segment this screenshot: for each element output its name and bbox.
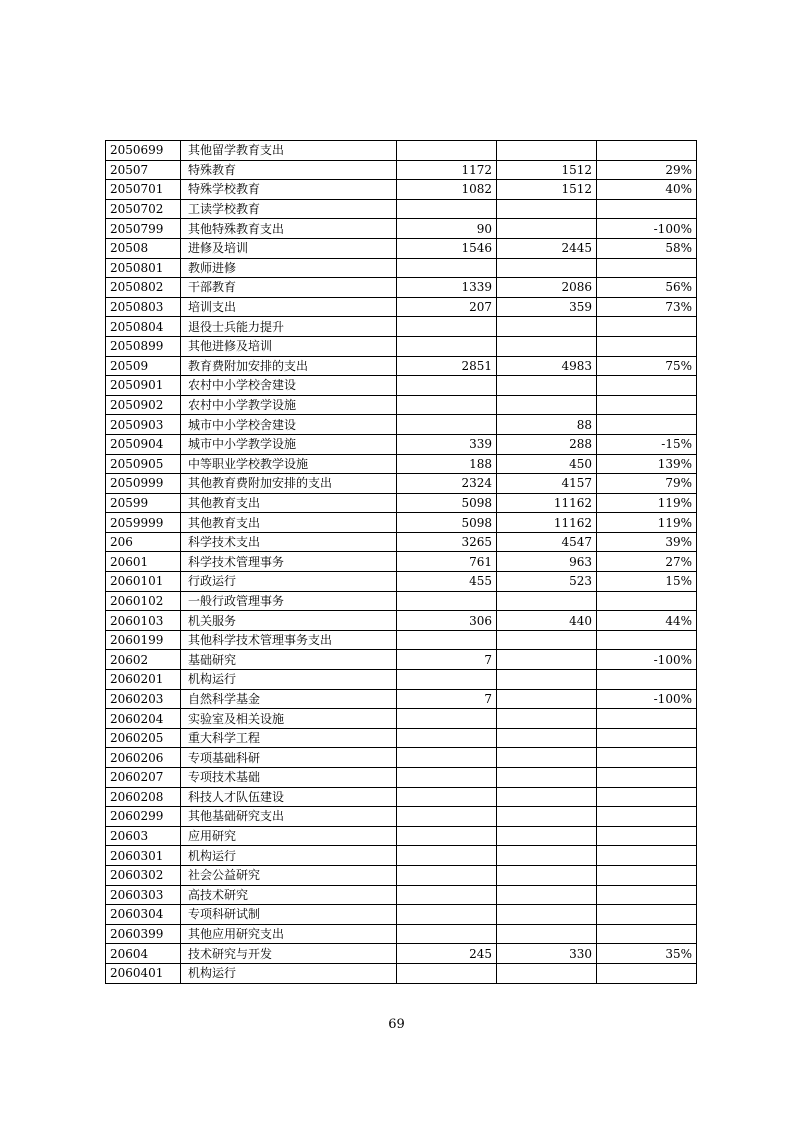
- cell-change-pct: [597, 630, 697, 650]
- cell-value-2: [497, 376, 597, 396]
- cell-value-2: [497, 846, 597, 866]
- cell-value-1: 1172: [397, 160, 497, 180]
- cell-value-2: 2445: [497, 238, 597, 258]
- cell-code: 2060299: [106, 807, 181, 827]
- cell-code: 2050802: [106, 278, 181, 298]
- cell-value-2: [497, 141, 597, 161]
- cell-change-pct: 79%: [597, 474, 697, 494]
- cell-change-pct: [597, 768, 697, 788]
- cell-value-2: [497, 317, 597, 337]
- table-row: [106, 807, 697, 827]
- cell-value-2: [497, 924, 597, 944]
- cell-code: 20602: [106, 650, 181, 670]
- cell-change-pct: [597, 807, 697, 827]
- cell-code: 2050801: [106, 258, 181, 278]
- table-row: [106, 885, 697, 905]
- cell-name: 教育费附加安排的支出: [181, 356, 397, 376]
- cell-code: 2060208: [106, 787, 181, 807]
- table-row: [106, 160, 697, 180]
- cell-change-pct: [597, 376, 697, 396]
- table-row: [106, 552, 697, 572]
- cell-change-pct: 29%: [597, 160, 697, 180]
- cell-value-1: 761: [397, 552, 497, 572]
- cell-value-1: [397, 807, 497, 827]
- cell-name: 实验室及相关设施: [181, 709, 397, 729]
- cell-change-pct: 56%: [597, 278, 697, 298]
- cell-value-2: 4157: [497, 474, 597, 494]
- table-row: [106, 493, 697, 513]
- cell-value-1: [397, 748, 497, 768]
- cell-change-pct: 75%: [597, 356, 697, 376]
- cell-code: 2050904: [106, 434, 181, 454]
- cell-value-1: 306: [397, 611, 497, 631]
- cell-name: 机构运行: [181, 963, 397, 983]
- cell-value-2: 288: [497, 434, 597, 454]
- cell-value-1: 1082: [397, 180, 497, 200]
- table-row: [106, 238, 697, 258]
- cell-code: 2060201: [106, 670, 181, 690]
- cell-value-2: 4547: [497, 532, 597, 552]
- cell-name: 教师进修: [181, 258, 397, 278]
- cell-value-1: [397, 376, 497, 396]
- table-row: [106, 474, 697, 494]
- table-row: [106, 454, 697, 474]
- table-row: [106, 356, 697, 376]
- cell-code: 2060199: [106, 630, 181, 650]
- cell-code: 2060103: [106, 611, 181, 631]
- cell-value-2: [497, 807, 597, 827]
- cell-change-pct: [597, 905, 697, 925]
- table-row: [106, 944, 697, 964]
- cell-value-2: [497, 689, 597, 709]
- cell-value-2: 88: [497, 415, 597, 435]
- cell-value-1: 455: [397, 572, 497, 592]
- cell-change-pct: [597, 141, 697, 161]
- cell-value-1: [397, 336, 497, 356]
- table-row: [106, 336, 697, 356]
- cell-value-1: 90: [397, 219, 497, 239]
- table-row: [106, 689, 697, 709]
- cell-name: 技术研究与开发: [181, 944, 397, 964]
- cell-code: 20599: [106, 493, 181, 513]
- cell-value-2: [497, 826, 597, 846]
- cell-change-pct: 40%: [597, 180, 697, 200]
- cell-change-pct: [597, 591, 697, 611]
- cell-value-2: [497, 258, 597, 278]
- cell-code: 2060207: [106, 768, 181, 788]
- cell-code: 2050803: [106, 297, 181, 317]
- cell-value-2: [497, 670, 597, 690]
- cell-value-2: [497, 905, 597, 925]
- cell-value-1: [397, 415, 497, 435]
- cell-value-2: [497, 591, 597, 611]
- cell-change-pct: [597, 787, 697, 807]
- table-row: [106, 924, 697, 944]
- cell-value-1: 5098: [397, 493, 497, 513]
- cell-value-1: [397, 630, 497, 650]
- table-row: [106, 180, 697, 200]
- cell-value-1: [397, 846, 497, 866]
- cell-value-1: [397, 728, 497, 748]
- cell-name: 工读学校教育: [181, 199, 397, 219]
- table-row: [106, 415, 697, 435]
- cell-value-1: [397, 826, 497, 846]
- cell-code: 2050903: [106, 415, 181, 435]
- cell-value-1: 7: [397, 650, 497, 670]
- cell-value-1: [397, 670, 497, 690]
- cell-value-1: [397, 924, 497, 944]
- table-row: [106, 963, 697, 983]
- cell-change-pct: [597, 748, 697, 768]
- cell-value-1: [397, 865, 497, 885]
- table-row: [106, 434, 697, 454]
- cell-name: 社会公益研究: [181, 865, 397, 885]
- cell-value-2: 963: [497, 552, 597, 572]
- cell-value-1: [397, 141, 497, 161]
- cell-code: 2060204: [106, 709, 181, 729]
- cell-change-pct: -15%: [597, 434, 697, 454]
- cell-change-pct: [597, 846, 697, 866]
- cell-code: 2060101: [106, 572, 181, 592]
- cell-change-pct: [597, 885, 697, 905]
- cell-change-pct: [597, 199, 697, 219]
- table-row: [106, 532, 697, 552]
- cell-change-pct: 15%: [597, 572, 697, 592]
- cell-name: 机构运行: [181, 670, 397, 690]
- cell-value-2: 359: [497, 297, 597, 317]
- cell-change-pct: [597, 336, 697, 356]
- cell-value-2: [497, 885, 597, 905]
- cell-code: 2060304: [106, 905, 181, 925]
- cell-name: 干部教育: [181, 278, 397, 298]
- cell-value-1: [397, 591, 497, 611]
- cell-code: 20603: [106, 826, 181, 846]
- cell-value-2: 450: [497, 454, 597, 474]
- cell-value-1: 2851: [397, 356, 497, 376]
- cell-change-pct: 27%: [597, 552, 697, 572]
- cell-value-1: [397, 885, 497, 905]
- cell-value-1: 245: [397, 944, 497, 964]
- table-row: [106, 905, 697, 925]
- cell-change-pct: [597, 963, 697, 983]
- cell-name: 应用研究: [181, 826, 397, 846]
- cell-code: 2050699: [106, 141, 181, 161]
- table-row: [106, 846, 697, 866]
- cell-value-2: [497, 650, 597, 670]
- cell-change-pct: 35%: [597, 944, 697, 964]
- cell-value-2: 330: [497, 944, 597, 964]
- cell-code: 2050799: [106, 219, 181, 239]
- cell-name: 其他教育支出: [181, 493, 397, 513]
- cell-value-1: 1339: [397, 278, 497, 298]
- table-row: [106, 748, 697, 768]
- cell-code: 20604: [106, 944, 181, 964]
- cell-name: 专项技术基础: [181, 768, 397, 788]
- cell-code: 2059999: [106, 513, 181, 533]
- cell-value-2: [497, 630, 597, 650]
- cell-name: 退役士兵能力提升: [181, 317, 397, 337]
- cell-name: 一般行政管理事务: [181, 591, 397, 611]
- cell-change-pct: -100%: [597, 219, 697, 239]
- cell-name: 科技人才队伍建设: [181, 787, 397, 807]
- cell-code: 20601: [106, 552, 181, 572]
- cell-name: 行政运行: [181, 572, 397, 592]
- table-row: [106, 199, 697, 219]
- cell-value-1: [397, 709, 497, 729]
- cell-name: 其他进修及培训: [181, 336, 397, 356]
- cell-code: 2060206: [106, 748, 181, 768]
- table-row: [106, 591, 697, 611]
- cell-code: 2050899: [106, 336, 181, 356]
- cell-value-2: [497, 865, 597, 885]
- cell-name: 其他教育费附加安排的支出: [181, 474, 397, 494]
- cell-value-2: [497, 963, 597, 983]
- cell-code: 2060102: [106, 591, 181, 611]
- table-row: [106, 670, 697, 690]
- table-row: [106, 650, 697, 670]
- cell-value-2: 11162: [497, 493, 597, 513]
- table-row: [106, 709, 697, 729]
- table-row: [106, 787, 697, 807]
- cell-code: 2050701: [106, 180, 181, 200]
- cell-value-2: [497, 199, 597, 219]
- cell-value-1: [397, 395, 497, 415]
- cell-name: 进修及培训: [181, 238, 397, 258]
- cell-value-1: 1546: [397, 238, 497, 258]
- cell-value-2: 11162: [497, 513, 597, 533]
- cell-code: 20509: [106, 356, 181, 376]
- cell-code: 2060302: [106, 865, 181, 885]
- cell-value-1: [397, 787, 497, 807]
- budget-table-body: [106, 141, 697, 984]
- cell-name: 基础研究: [181, 650, 397, 670]
- cell-change-pct: [597, 395, 697, 415]
- cell-name: 专项科研试制: [181, 905, 397, 925]
- cell-code: 2050702: [106, 199, 181, 219]
- cell-change-pct: 58%: [597, 238, 697, 258]
- cell-change-pct: [597, 826, 697, 846]
- table-row: [106, 278, 697, 298]
- cell-name: 其他应用研究支出: [181, 924, 397, 944]
- cell-value-2: [497, 728, 597, 748]
- cell-change-pct: 119%: [597, 513, 697, 533]
- cell-code: 2060399: [106, 924, 181, 944]
- cell-value-1: 3265: [397, 532, 497, 552]
- cell-value-1: 5098: [397, 513, 497, 533]
- cell-name: 其他留学教育支出: [181, 141, 397, 161]
- table-row: [106, 865, 697, 885]
- table-row: [106, 376, 697, 396]
- cell-name: 高技术研究: [181, 885, 397, 905]
- cell-name: 城市中小学教学设施: [181, 434, 397, 454]
- cell-change-pct: [597, 924, 697, 944]
- cell-value-1: 339: [397, 434, 497, 454]
- table-row: [106, 317, 697, 337]
- cell-name: 中等职业学校教学设施: [181, 454, 397, 474]
- cell-value-2: [497, 748, 597, 768]
- cell-value-1: [397, 317, 497, 337]
- cell-change-pct: 119%: [597, 493, 697, 513]
- cell-code: 20507: [106, 160, 181, 180]
- table-row: [106, 630, 697, 650]
- cell-code: 2050999: [106, 474, 181, 494]
- cell-value-2: [497, 709, 597, 729]
- table-row: [106, 728, 697, 748]
- cell-code: 206: [106, 532, 181, 552]
- cell-code: 2060301: [106, 846, 181, 866]
- cell-code: 2050905: [106, 454, 181, 474]
- cell-value-1: [397, 963, 497, 983]
- cell-change-pct: 44%: [597, 611, 697, 631]
- cell-name: 科学技术管理事务: [181, 552, 397, 572]
- cell-change-pct: -100%: [597, 689, 697, 709]
- table-row: [106, 611, 697, 631]
- cell-value-2: [497, 395, 597, 415]
- cell-value-2: 2086: [497, 278, 597, 298]
- table-row: [106, 513, 697, 533]
- table-row: [106, 768, 697, 788]
- cell-name: 其他教育支出: [181, 513, 397, 533]
- cell-name: 机关服务: [181, 611, 397, 631]
- cell-value-2: 1512: [497, 160, 597, 180]
- cell-value-2: 1512: [497, 180, 597, 200]
- cell-code: 2060205: [106, 728, 181, 748]
- cell-value-1: [397, 199, 497, 219]
- cell-name: 农村中小学校舍建设: [181, 376, 397, 396]
- cell-name: 其他基础研究支出: [181, 807, 397, 827]
- cell-value-1: [397, 905, 497, 925]
- cell-change-pct: -100%: [597, 650, 697, 670]
- cell-change-pct: [597, 317, 697, 337]
- table-row: [106, 826, 697, 846]
- cell-change-pct: [597, 415, 697, 435]
- cell-name: 其他科学技术管理事务支出: [181, 630, 397, 650]
- cell-code: 20508: [106, 238, 181, 258]
- cell-name: 科学技术支出: [181, 532, 397, 552]
- cell-name: 城市中小学校舍建设: [181, 415, 397, 435]
- cell-change-pct: 39%: [597, 532, 697, 552]
- table-row: [106, 297, 697, 317]
- cell-name: 其他特殊教育支出: [181, 219, 397, 239]
- cell-value-2: [497, 787, 597, 807]
- cell-code: 2050804: [106, 317, 181, 337]
- cell-code: 2060303: [106, 885, 181, 905]
- cell-name: 培训支出: [181, 297, 397, 317]
- cell-value-1: 7: [397, 689, 497, 709]
- cell-change-pct: 139%: [597, 454, 697, 474]
- cell-change-pct: 73%: [597, 297, 697, 317]
- cell-value-1: 207: [397, 297, 497, 317]
- cell-name: 特殊学校教育: [181, 180, 397, 200]
- cell-value-1: [397, 258, 497, 278]
- cell-change-pct: [597, 865, 697, 885]
- cell-value-2: 4983: [497, 356, 597, 376]
- cell-value-2: [497, 336, 597, 356]
- cell-code: 2050901: [106, 376, 181, 396]
- cell-change-pct: [597, 728, 697, 748]
- budget-table: [105, 140, 697, 984]
- cell-change-pct: [597, 709, 697, 729]
- cell-change-pct: [597, 670, 697, 690]
- cell-value-1: 188: [397, 454, 497, 474]
- cell-name: 专项基础科研: [181, 748, 397, 768]
- cell-value-2: 523: [497, 572, 597, 592]
- cell-name: 特殊教育: [181, 160, 397, 180]
- cell-change-pct: [597, 258, 697, 278]
- cell-name: 自然科学基金: [181, 689, 397, 709]
- cell-value-2: [497, 219, 597, 239]
- cell-name: 机构运行: [181, 846, 397, 866]
- table-row: [106, 572, 697, 592]
- cell-value-1: 2324: [397, 474, 497, 494]
- cell-value-1: [397, 768, 497, 788]
- cell-name: 农村中小学教学设施: [181, 395, 397, 415]
- table-row: [106, 219, 697, 239]
- cell-code: 2050902: [106, 395, 181, 415]
- cell-code: 2060401: [106, 963, 181, 983]
- page-number: 69: [388, 1017, 405, 1032]
- table-row: [106, 258, 697, 278]
- cell-name: 重大科学工程: [181, 728, 397, 748]
- cell-value-2: [497, 768, 597, 788]
- table-row: [106, 395, 697, 415]
- table-row: [106, 141, 697, 161]
- cell-value-2: 440: [497, 611, 597, 631]
- cell-code: 2060203: [106, 689, 181, 709]
